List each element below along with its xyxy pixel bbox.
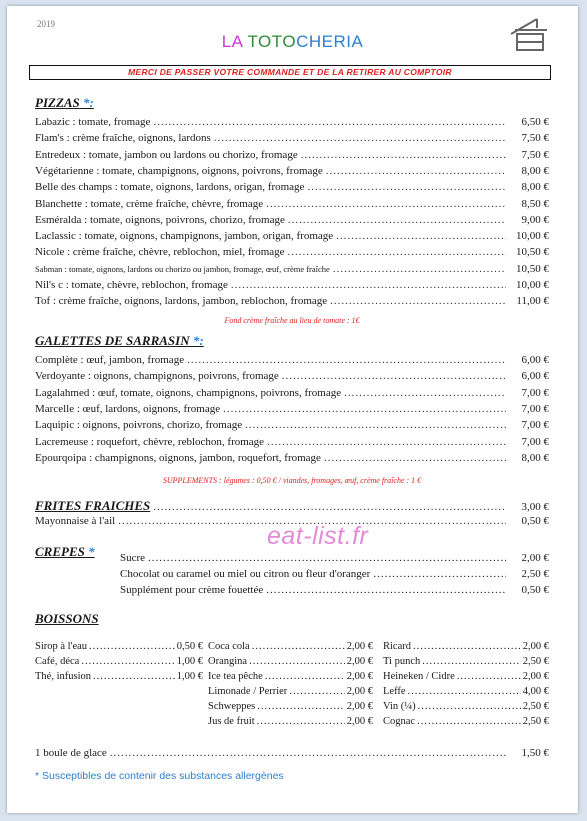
drink-price: 2,00 € bbox=[346, 716, 373, 727]
menu-item-name: Belle des champs : tomate, oignons, lardons, origan, fromage bbox=[35, 181, 305, 194]
leader-dots bbox=[245, 417, 506, 433]
drink-price: 2,00 € bbox=[346, 686, 373, 697]
leader-dots bbox=[93, 669, 175, 684]
leader-dots bbox=[89, 639, 175, 654]
menu-item-row bbox=[35, 114, 549, 130]
frites-heading: FRITES FRAICHES bbox=[35, 498, 151, 513]
drink-name: Thé, infusion bbox=[35, 671, 91, 682]
order-banner: MERCI DE PASSER VOTRE COMMANDE ET DE LA RETIRER AU COMPTOIR bbox=[29, 65, 551, 80]
leader-dots bbox=[282, 368, 506, 384]
boissons-col-soft bbox=[208, 639, 373, 729]
crepe-item-price: 2,50 € bbox=[521, 568, 549, 580]
menu-item-row bbox=[35, 293, 549, 309]
leader-dots bbox=[324, 450, 506, 466]
menu-item-row bbox=[35, 244, 549, 260]
drink-item bbox=[35, 669, 203, 684]
drink-name: Sirop à l'eau bbox=[35, 641, 88, 652]
house-logo-icon bbox=[507, 16, 549, 54]
menu-item-name: Nil's c : tomate, chèvre, reblochon, fromage bbox=[35, 279, 228, 291]
drink-price: 2,00 € bbox=[346, 701, 373, 712]
menu-item-price: 9,00 € bbox=[521, 213, 549, 226]
menu-item-row bbox=[35, 130, 549, 146]
drink-price: 1,00 € bbox=[176, 671, 203, 682]
boissons-col-hot bbox=[35, 639, 203, 684]
leader-dots bbox=[257, 714, 345, 729]
drink-name: Orangina bbox=[208, 656, 248, 667]
drink-item bbox=[383, 684, 549, 699]
menu-item-price: 8,00 € bbox=[521, 164, 549, 177]
crepe-item-name: Supplément pour crème fouettée bbox=[120, 584, 264, 596]
leader-dots bbox=[266, 582, 506, 598]
menu-page bbox=[7, 6, 578, 813]
menu-item-price: 11,00 € bbox=[516, 295, 549, 308]
leader-dots bbox=[288, 244, 506, 260]
drink-item bbox=[35, 654, 203, 669]
glace-dots bbox=[110, 745, 506, 761]
menu-item-price: 7,00 € bbox=[521, 435, 549, 448]
drink-item bbox=[383, 654, 549, 669]
allergen-footnote: * Susceptibles de contenir des substances allergènes bbox=[35, 770, 284, 782]
leader-dots bbox=[336, 228, 506, 244]
leader-dots bbox=[373, 566, 506, 582]
menu-item-name: Labazic : tomate, fromage bbox=[35, 116, 151, 128]
crepe-item-price: 0,50 € bbox=[521, 584, 549, 596]
galettes-heading-text: GALETTES DE SARRASIN bbox=[35, 333, 190, 348]
menu-item-row bbox=[35, 196, 549, 212]
drink-price: 2,00 € bbox=[522, 671, 549, 682]
leader-dots bbox=[289, 684, 344, 699]
crepe-item-row bbox=[120, 566, 549, 582]
menu-item-row bbox=[35, 277, 549, 293]
crepes-star: * bbox=[84, 544, 95, 559]
menu-item-name: Esméralda : tomate, oignons, poivrons, chorizo, fromage bbox=[35, 213, 285, 226]
pizzas-heading-text: PIZZAS bbox=[35, 95, 80, 110]
glace-row bbox=[35, 745, 549, 761]
boissons-heading bbox=[35, 611, 99, 627]
leader-dots bbox=[267, 434, 506, 450]
crepes-heading bbox=[35, 544, 95, 560]
drink-item bbox=[208, 639, 373, 654]
drink-price: 2,00 € bbox=[522, 641, 549, 652]
crepe-item-price: 2,00 € bbox=[521, 552, 549, 564]
supplements-note: SUPPLEMENTS : légumes : 0,50 € / viandes, fromages, œuf, crème fraîche : 1 € bbox=[162, 476, 422, 485]
menu-item-price: 6,00 € bbox=[521, 370, 549, 383]
drink-price: 4,00 € bbox=[522, 686, 549, 697]
pizzas-star: *: bbox=[79, 95, 94, 110]
menu-item-name: Sabman : tomate, oignons, lardons ou chorizo ou jambon, fromage, œuf, crème fraîche bbox=[35, 263, 330, 274]
leader-dots bbox=[422, 654, 521, 669]
menu-item-price: 10,00 € bbox=[516, 230, 549, 243]
menu-item-name: Verdoyante : oignons, champignons, poivrons, fromage bbox=[35, 370, 279, 383]
drink-name: Heineken / Cidre bbox=[383, 671, 455, 682]
leader-dots bbox=[231, 277, 506, 293]
drink-name: Cognac bbox=[383, 716, 416, 727]
year-label: 2019 bbox=[37, 19, 55, 29]
galettes-star: *: bbox=[189, 333, 204, 348]
menu-item-price: 7,00 € bbox=[521, 402, 549, 415]
menu-item-name: Laclassic : tomate, oignons, champignons, jambon, origan, fromage bbox=[35, 230, 334, 243]
menu-item-row bbox=[35, 228, 549, 244]
title-part-2: TOTO bbox=[247, 32, 297, 51]
title-part-1: LA bbox=[221, 32, 248, 51]
menu-item-price: 10,50 € bbox=[516, 246, 549, 259]
menu-item-row bbox=[35, 261, 549, 277]
watermark-logo: eat-list.fr bbox=[267, 522, 369, 550]
drink-item bbox=[383, 699, 549, 714]
leader-dots bbox=[257, 699, 345, 714]
menu-item-name: Nicole : crème fraîche, chèvre, reblochon, miel, fromage bbox=[35, 246, 285, 259]
boissons-col-alcohol bbox=[383, 639, 549, 729]
menu-item-row bbox=[35, 450, 549, 466]
crepe-item-name: Sucre bbox=[120, 552, 146, 564]
boissons-heading-text: BOISSONS bbox=[35, 611, 99, 626]
pizza-base-note: Fond crème fraîche au lieu de tomate : 1€ bbox=[224, 316, 360, 325]
menu-item-price: 8,00 € bbox=[521, 181, 549, 194]
drink-name: Vin (¼) bbox=[383, 701, 416, 712]
leader-dots bbox=[408, 684, 521, 699]
menu-item-row bbox=[35, 163, 549, 179]
leader-dots bbox=[249, 654, 345, 669]
menu-item-price: 10,00 € bbox=[516, 279, 549, 291]
drink-item bbox=[383, 639, 549, 654]
drink-price: 2,00 € bbox=[346, 656, 373, 667]
drink-name: Leffe bbox=[383, 686, 406, 697]
drink-name: Schweppes bbox=[208, 701, 256, 712]
menu-item-price: 7,00 € bbox=[521, 386, 549, 399]
menu-item-row bbox=[35, 212, 549, 228]
menu-item-name: Laquipic : oignons, poivrons, chorizo, fromage bbox=[35, 419, 243, 432]
drink-price: 2,50 € bbox=[522, 716, 549, 727]
menu-item-name: Végétarienne : tomate, champignons, oignons, poivrons, fromage bbox=[35, 164, 323, 177]
crepe-item-name: Chocolat ou caramel ou miel ou citron ou fleur d'oranger bbox=[120, 568, 371, 580]
menu-item-name: Flam's : crème fraîche, oignons, lardons bbox=[35, 132, 211, 145]
leader-dots bbox=[288, 212, 506, 228]
leader-dots bbox=[265, 669, 345, 684]
restaurant-title bbox=[7, 32, 578, 52]
drink-item bbox=[208, 714, 373, 729]
leader-dots bbox=[457, 669, 521, 684]
leader-dots bbox=[81, 654, 174, 669]
menu-item-name: Tof : crème fraîche, oignons, lardons, jambon, reblochon, fromage bbox=[35, 295, 328, 308]
leader-dots bbox=[266, 196, 506, 212]
menu-item-row bbox=[35, 401, 549, 417]
drink-name: Coca cola bbox=[208, 641, 250, 652]
frites-row bbox=[35, 498, 549, 514]
drink-name: Ricard bbox=[383, 641, 411, 652]
menu-item-row bbox=[35, 368, 549, 384]
drink-name: Café, déca bbox=[35, 656, 80, 667]
drink-item bbox=[208, 669, 373, 684]
menu-item-row bbox=[35, 434, 549, 450]
drink-item bbox=[383, 714, 549, 729]
menu-item-name: Entredeux : tomate, jambon ou lardons ou chorizo, fromage bbox=[35, 148, 298, 161]
crepe-item-row bbox=[120, 582, 549, 598]
leader-dots bbox=[326, 163, 506, 179]
title-part-3: CHERIA bbox=[296, 32, 364, 51]
drink-price: 2,50 € bbox=[522, 701, 549, 712]
leader-dots bbox=[418, 699, 521, 714]
mayo-name: Mayonnaise à l'ail bbox=[35, 515, 116, 527]
drink-item bbox=[208, 654, 373, 669]
menu-item-name: Lacremeuse : roquefort, chèvre, reblochon, fromage bbox=[35, 435, 265, 448]
menu-item-name: Blanchette : tomate, crème fraîche, chèvre, fromage bbox=[35, 197, 264, 210]
drink-item bbox=[383, 669, 549, 684]
leader-dots bbox=[417, 714, 521, 729]
menu-item-row bbox=[35, 179, 549, 195]
menu-item-row bbox=[35, 352, 549, 368]
leader-dots bbox=[252, 639, 345, 654]
leader-dots bbox=[333, 261, 506, 277]
menu-item-price: 8,50 € bbox=[521, 197, 549, 210]
drink-name: Ti punch bbox=[383, 656, 421, 667]
leader-dots bbox=[148, 550, 506, 566]
menu-item-row bbox=[35, 147, 549, 163]
leader-dots bbox=[223, 401, 506, 417]
menu-item-price: 8,00 € bbox=[521, 451, 549, 464]
glace-name: 1 boule de glace bbox=[35, 747, 107, 759]
leader-dots bbox=[214, 130, 506, 146]
drink-item bbox=[35, 639, 203, 654]
mayo-price: 0,50 € bbox=[521, 515, 549, 527]
drink-price: 0,50 € bbox=[176, 641, 203, 652]
menu-item-name: Epourqoipa : champignons, oignons, jambon, roquefort, fromage bbox=[35, 451, 321, 464]
drink-name: Limonade / Perrier bbox=[208, 686, 288, 697]
menu-item-name: Marcelle : œuf, lardons, oignons, fromage bbox=[35, 402, 221, 415]
frites-price: 3,00 € bbox=[521, 501, 549, 513]
menu-item-price: 7,00 € bbox=[521, 419, 549, 432]
glace-price: 1,50 € bbox=[521, 747, 549, 759]
drink-price: 2,00 € bbox=[346, 671, 373, 682]
leader-dots bbox=[330, 293, 506, 309]
menu-item-name: Lagalahmed : œuf, tomate, oignons, champignons, poivrons, fromage bbox=[35, 386, 342, 399]
drink-price: 2,50 € bbox=[522, 656, 549, 667]
leader-dots bbox=[344, 385, 506, 401]
drink-name: Jus de fruit bbox=[208, 716, 255, 727]
drink-price: 2,00 € bbox=[346, 641, 373, 652]
menu-item-row bbox=[35, 417, 549, 433]
leader-dots bbox=[153, 114, 506, 130]
drink-item bbox=[208, 684, 373, 699]
menu-item-row bbox=[35, 385, 549, 401]
menu-item-price: 7,50 € bbox=[521, 148, 549, 161]
leader-dots bbox=[301, 147, 506, 163]
drink-name: Ice tea pêche bbox=[208, 671, 263, 682]
drink-price: 1,00 € bbox=[176, 656, 203, 667]
pizzas-heading bbox=[35, 95, 94, 111]
crepe-item-row bbox=[120, 550, 549, 566]
drink-item bbox=[208, 699, 373, 714]
leader-dots bbox=[307, 179, 506, 195]
menu-item-price: 10,50 € bbox=[516, 262, 549, 275]
leader-dots bbox=[413, 639, 521, 654]
menu-item-price: 6,00 € bbox=[521, 354, 549, 366]
galettes-heading bbox=[35, 333, 204, 349]
menu-item-price: 7,50 € bbox=[521, 132, 549, 145]
menu-item-price: 6,50 € bbox=[521, 116, 549, 128]
leader-dots bbox=[187, 352, 506, 368]
menu-item-name: Complète : œuf, jambon, fromage bbox=[35, 354, 185, 366]
crepes-heading-text: CREPES bbox=[35, 544, 85, 559]
